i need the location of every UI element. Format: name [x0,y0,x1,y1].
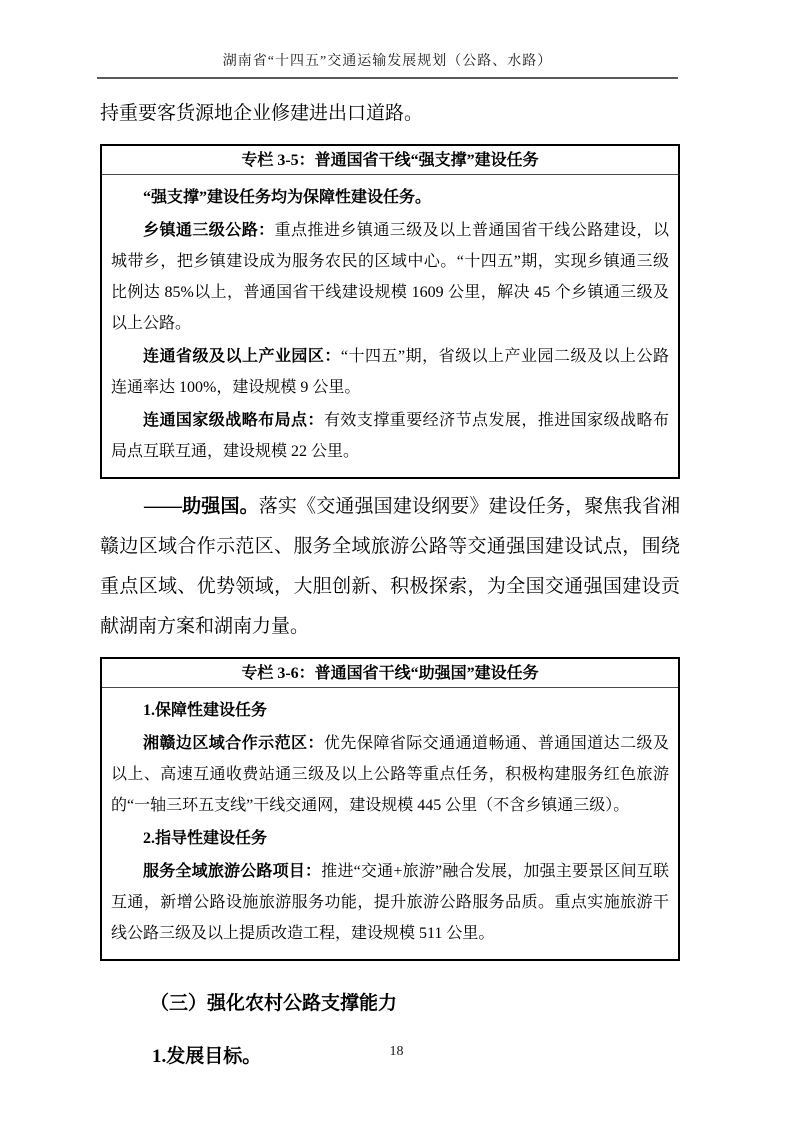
header-title: 湖南省“十四五”交通运输发展规划（公路、水路） [222,54,553,69]
section-heading-rural-roads: （三）强化农村公路支撑能力 [150,993,398,1014]
box-3-5 [100,144,680,479]
page-header [97,50,678,79]
box-3-6-item-tourism-text: 推进“交通+旅游”融合发展，加强主要景区间互联互通，新增公路设施旅游服务功能，提升旅游公路服务品质。重点实施旅游干线公路三级及以上提质改造工程，建设规模 511 公里。 [111,863,669,942]
box-3-5-item-townships-text: 重点推进乡镇通三级及以上普通国省干线公路建设，以城带乡，把乡镇建设成为服务农民的区域中心。“十四五”期，实现乡镇通三级比例达 85%以上，普通国省干线建设规模 1609 公里，解决 45 个乡镇通三级及以上公路。 [111,222,669,332]
intro-paragraph: 持重要客货源地企业修建进出口道路。 [100,103,424,124]
box-3-5-item-industrial-parks-text: “十四五”期，省级以上产业园二级及以上公路连通率达 100%，建设规模 9 公里。 [111,348,669,396]
box-3-6-item-xianggan-lead: 湘赣边区域合作示范区： [143,735,324,752]
sub-heading-development-goals: 1.发展目标。 [152,1046,262,1067]
paragraph-zhuqiangguo-text: 落实《交通强国建设纲要》建设任务，聚焦我省湘赣边区域合作示范区、服务全域旅游公路等交通强国建设试点，围绕重点区域、优势领域，大胆创新、积极探索，为全国交通强国建设贡献湖南方案和湖南力量。 [100,496,680,637]
box-3-5-item-townships-lead: 乡镇通三级公路： [143,222,275,239]
box-3-6-item-tourism-lead: 服务全域旅游公路项目： [143,863,322,880]
box-3-6-body [102,688,678,959]
box-3-6-title: 专栏 3-6：普通国省干线“助强国”建设任务 [102,659,678,688]
box-3-5-item-industrial-parks [111,341,669,403]
box-3-5-item-strategic-points-lead: 连通国家级战略布局点： [143,412,324,429]
box-3-6-heading-guarantee: 1.保障性建设任务 [143,702,268,719]
page-number: 18 [389,1044,404,1059]
paragraph-zhuqiangguo [100,487,680,647]
box-3-5-item-strategic-points-text: 有效支撑重要经济节点发展，推进国家级战略布局点互联互通，建设规模 22 公里。 [111,412,669,460]
box-3-6 [100,657,680,961]
box-3-6-item-tourism [111,856,669,949]
box-3-5-item-industrial-parks-lead: 连通省级及以上产业园区： [143,348,341,365]
box-3-5-body [102,175,678,477]
page-content [100,78,680,1070]
box-3-5-item-strategic-points [111,405,669,467]
box-3-5-item-townships [111,215,669,339]
box-3-6-item-xianggan [111,728,669,821]
box-3-5-note: “强支撑”建设任务均为保障性建设任务。 [143,189,432,206]
box-3-5-title: 专栏 3-5：普通国省干线“强支撑”建设任务 [102,146,678,175]
page-footer [0,1042,793,1060]
box-3-6-heading-guidance: 2.指导性建设任务 [143,830,268,847]
box-3-6-item-xianggan-text: 优先保障省际交通通道畅通、普通国道达二级及以上、高速互通收费站通三级及以上公路等重点任务，积极构建服务红色旅游的“一轴三环五支线”干线交通网，建设规模 445 公里（不含乡镇通三级）。 [111,735,669,814]
paragraph-zhuqiangguo-lead: ——助强国。 [144,496,259,517]
